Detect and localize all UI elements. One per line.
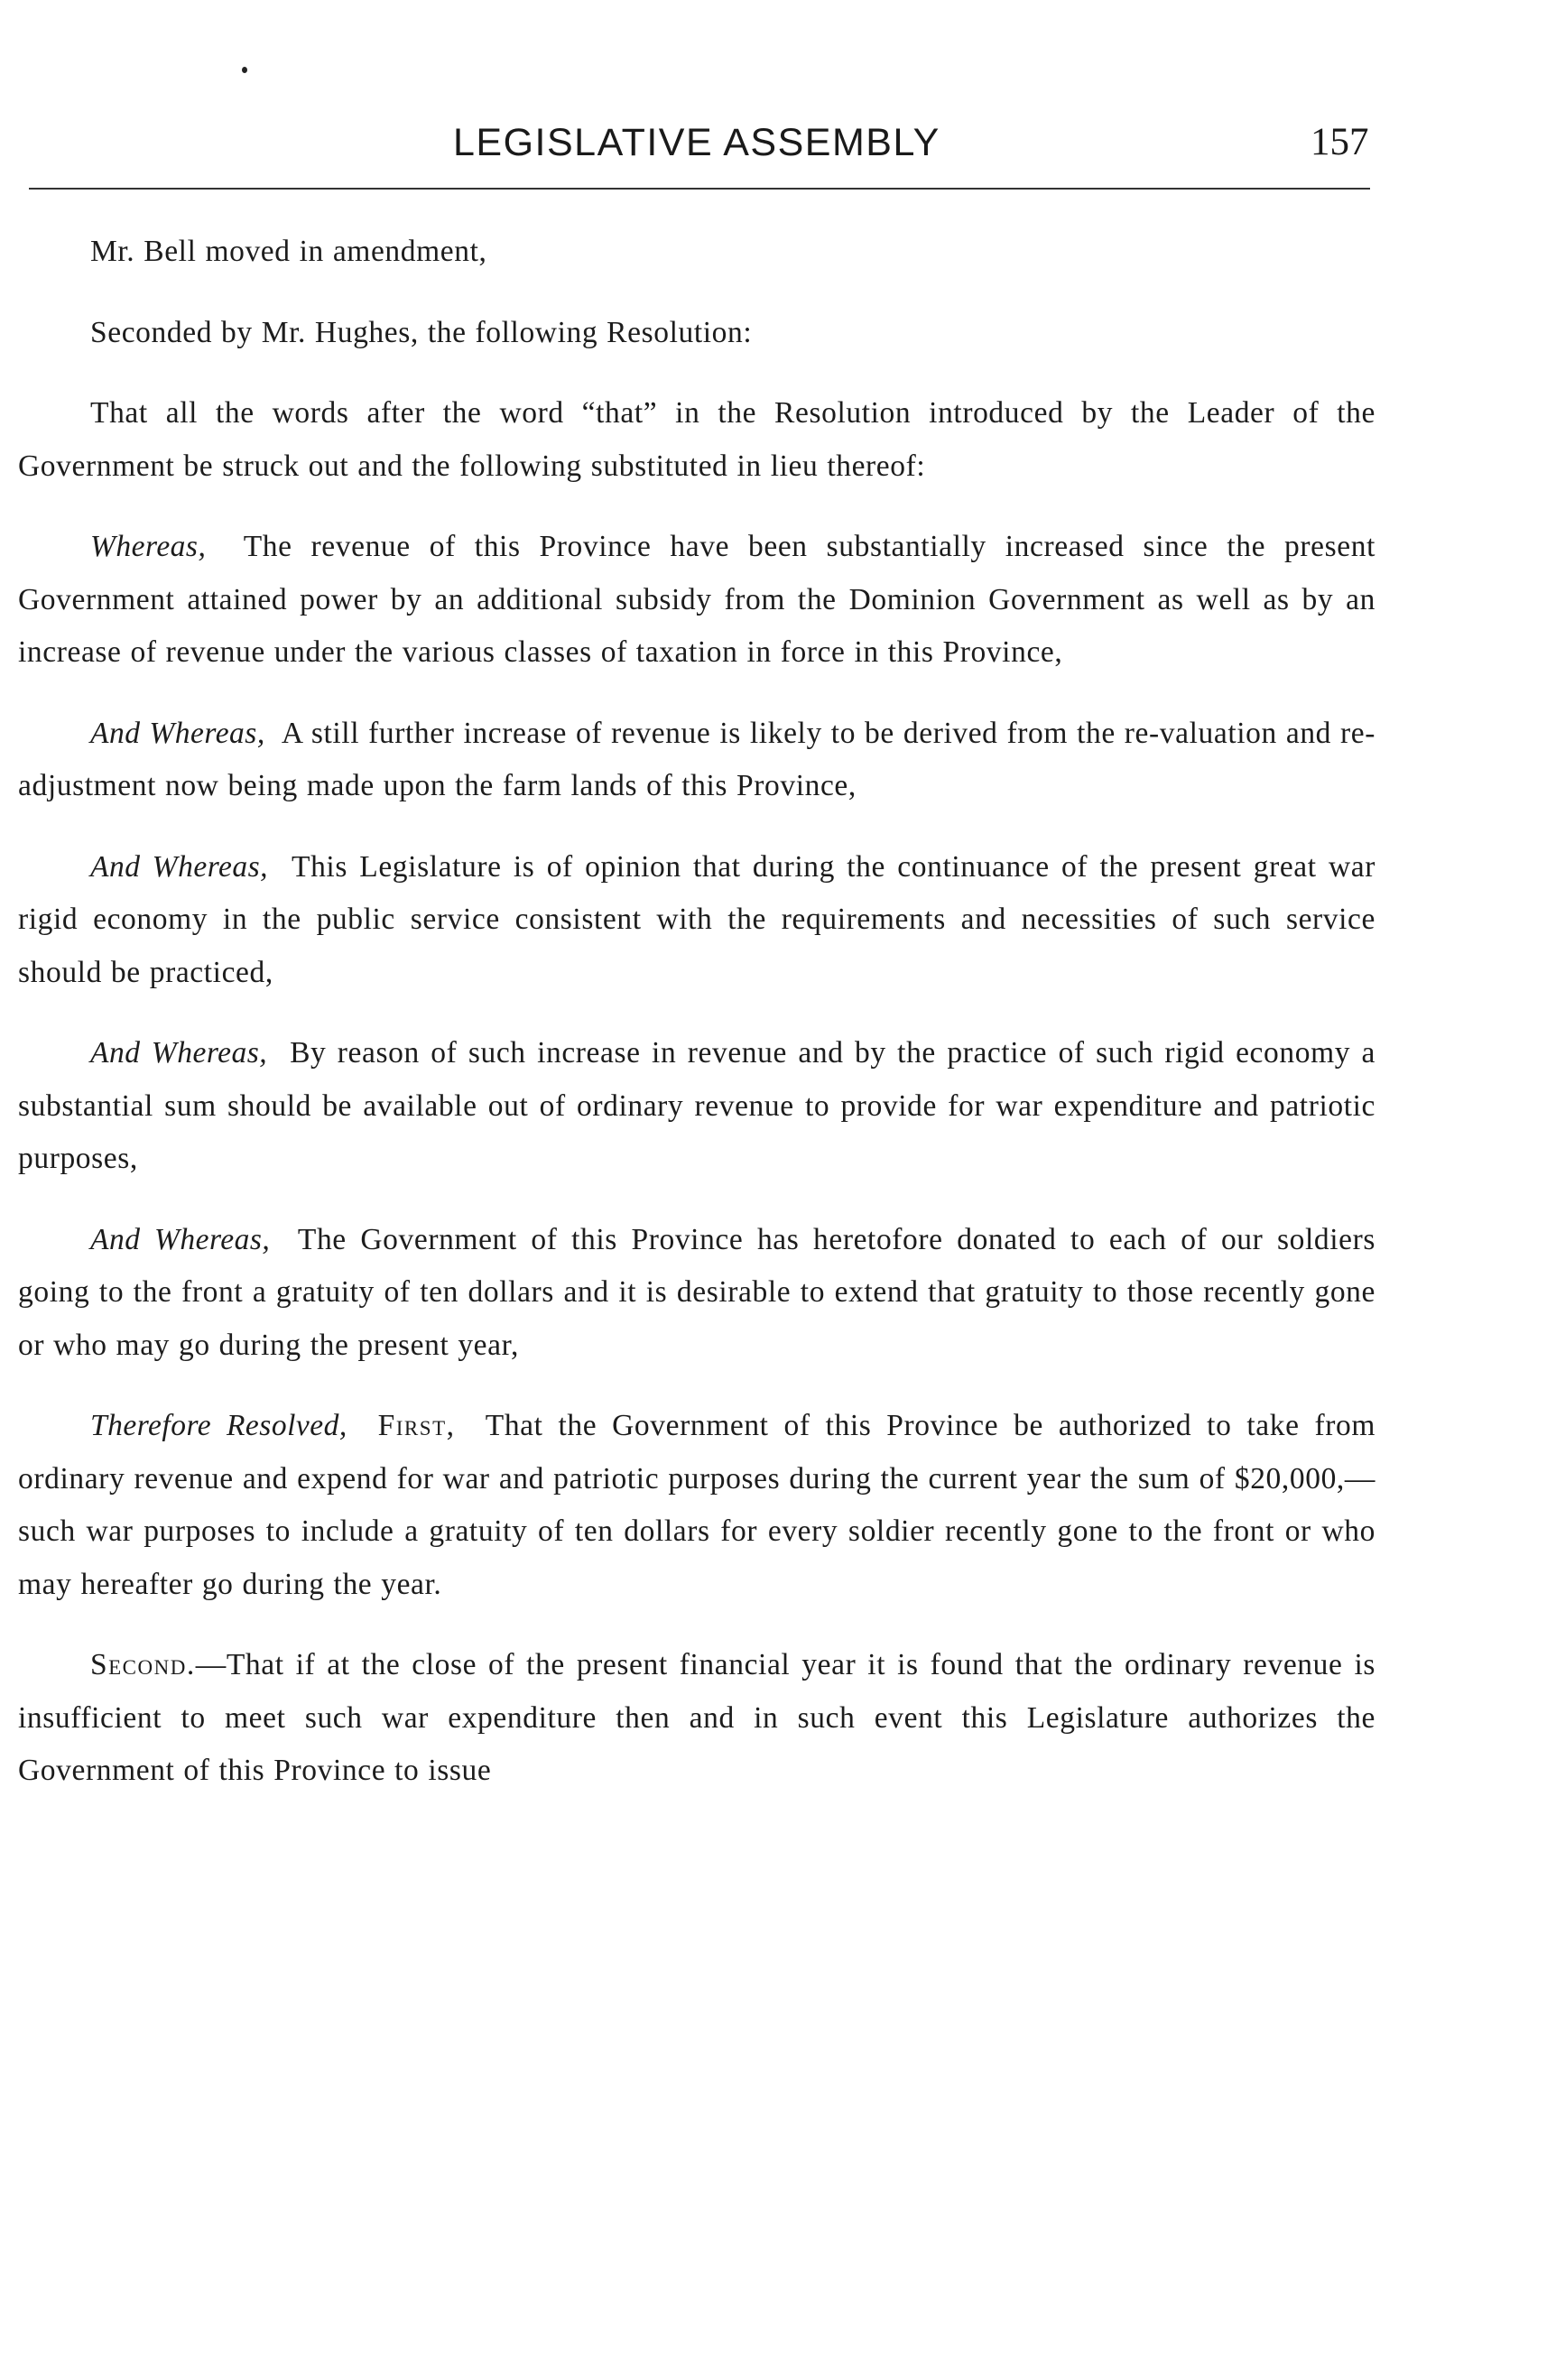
page-number: 157 bbox=[1311, 121, 1369, 163]
paragraph-text: —That if at the close of the present financial year it is found that the ordinary revenue is insufficient to meet such war expenditure then and in such event this Legislature authorizes the Government of this Province to issue bbox=[18, 1648, 1375, 1787]
paragraph-whereas-4 bbox=[18, 1027, 1375, 1186]
header-rule bbox=[29, 188, 1370, 190]
paragraph-whereas-3 bbox=[18, 841, 1375, 1000]
clause-lead: Therefore Resolved, bbox=[90, 1409, 347, 1442]
paragraph-text: That all the words after the word “that” in the Resolution introduced by the Leader of the Government be struck out and the following substituted in lieu thereof: bbox=[18, 396, 1375, 483]
paragraph-text: This Legislature is of opinion that during the continuance of the present great war rigid economy in the public service consistent with the requirements and necessities of such service should be practiced, bbox=[18, 849, 1375, 989]
running-header bbox=[0, 116, 1556, 170]
paragraph-whereas-2 bbox=[18, 708, 1375, 813]
paragraph-whereas-1 bbox=[18, 521, 1375, 680]
paragraph-text: Mr. Bell moved in amendment, bbox=[90, 235, 487, 268]
paragraph-whereas-5 bbox=[18, 1214, 1375, 1373]
clause-lead: And Whereas, bbox=[90, 1222, 271, 1256]
clause-lead: And Whereas, bbox=[90, 849, 269, 884]
paragraph-text: The Government of this Province has heretofore donated to each of our soldiers going to the front a gratuity of ten dollars and it is desirable to extend that gratuity to those recently gone or who may go during the present year, bbox=[18, 1222, 1375, 1362]
scan-mark bbox=[242, 67, 247, 73]
paragraph-amendment bbox=[18, 387, 1375, 493]
clause-ordinal: Second. bbox=[90, 1648, 196, 1681]
paragraph-seconded bbox=[18, 307, 1375, 360]
paragraph-text: Seconded by Mr. Hughes, the following Resolution: bbox=[90, 315, 753, 349]
clause-lead: And Whereas, bbox=[90, 1036, 268, 1070]
paragraph-motion bbox=[18, 226, 1375, 279]
paragraph-text: By reason of such increase in revenue and by the practice of such rigid economy a substantial sum should be available out of ordinary revenue to provide for war expenditure and patriotic purposes, bbox=[18, 1036, 1375, 1175]
paragraph-second bbox=[18, 1639, 1375, 1798]
running-title: LEGISLATIVE ASSEMBLY bbox=[453, 121, 940, 164]
body-text bbox=[18, 226, 1375, 1798]
paragraph-text: The revenue of this Province have been substantially increased since the present Government attained power by an additional subsidy from the Dominion Government as well as by an increase of revenue under the various classes of taxation in force in this Province, bbox=[18, 530, 1375, 669]
clause-lead: And Whereas, bbox=[90, 716, 265, 750]
clause-lead: Whereas, bbox=[90, 530, 207, 563]
paragraph-text: That the Government of this Province be authorized to take from ordinary revenue and expend for war and patriotic purposes during the current year the sum of $20,000,—such war purposes to include a gratuity of ten dollars for every soldier recently gone to the front or who may hereafter go during the year. bbox=[18, 1409, 1376, 1601]
clause-ordinal: First, bbox=[377, 1409, 456, 1442]
paragraph-text: A still further increase of revenue is likely to be derived from the re-valuation and re-adjustment now being made upon the farm lands of this Province, bbox=[18, 716, 1376, 802]
paragraph-resolved-first bbox=[18, 1400, 1375, 1611]
